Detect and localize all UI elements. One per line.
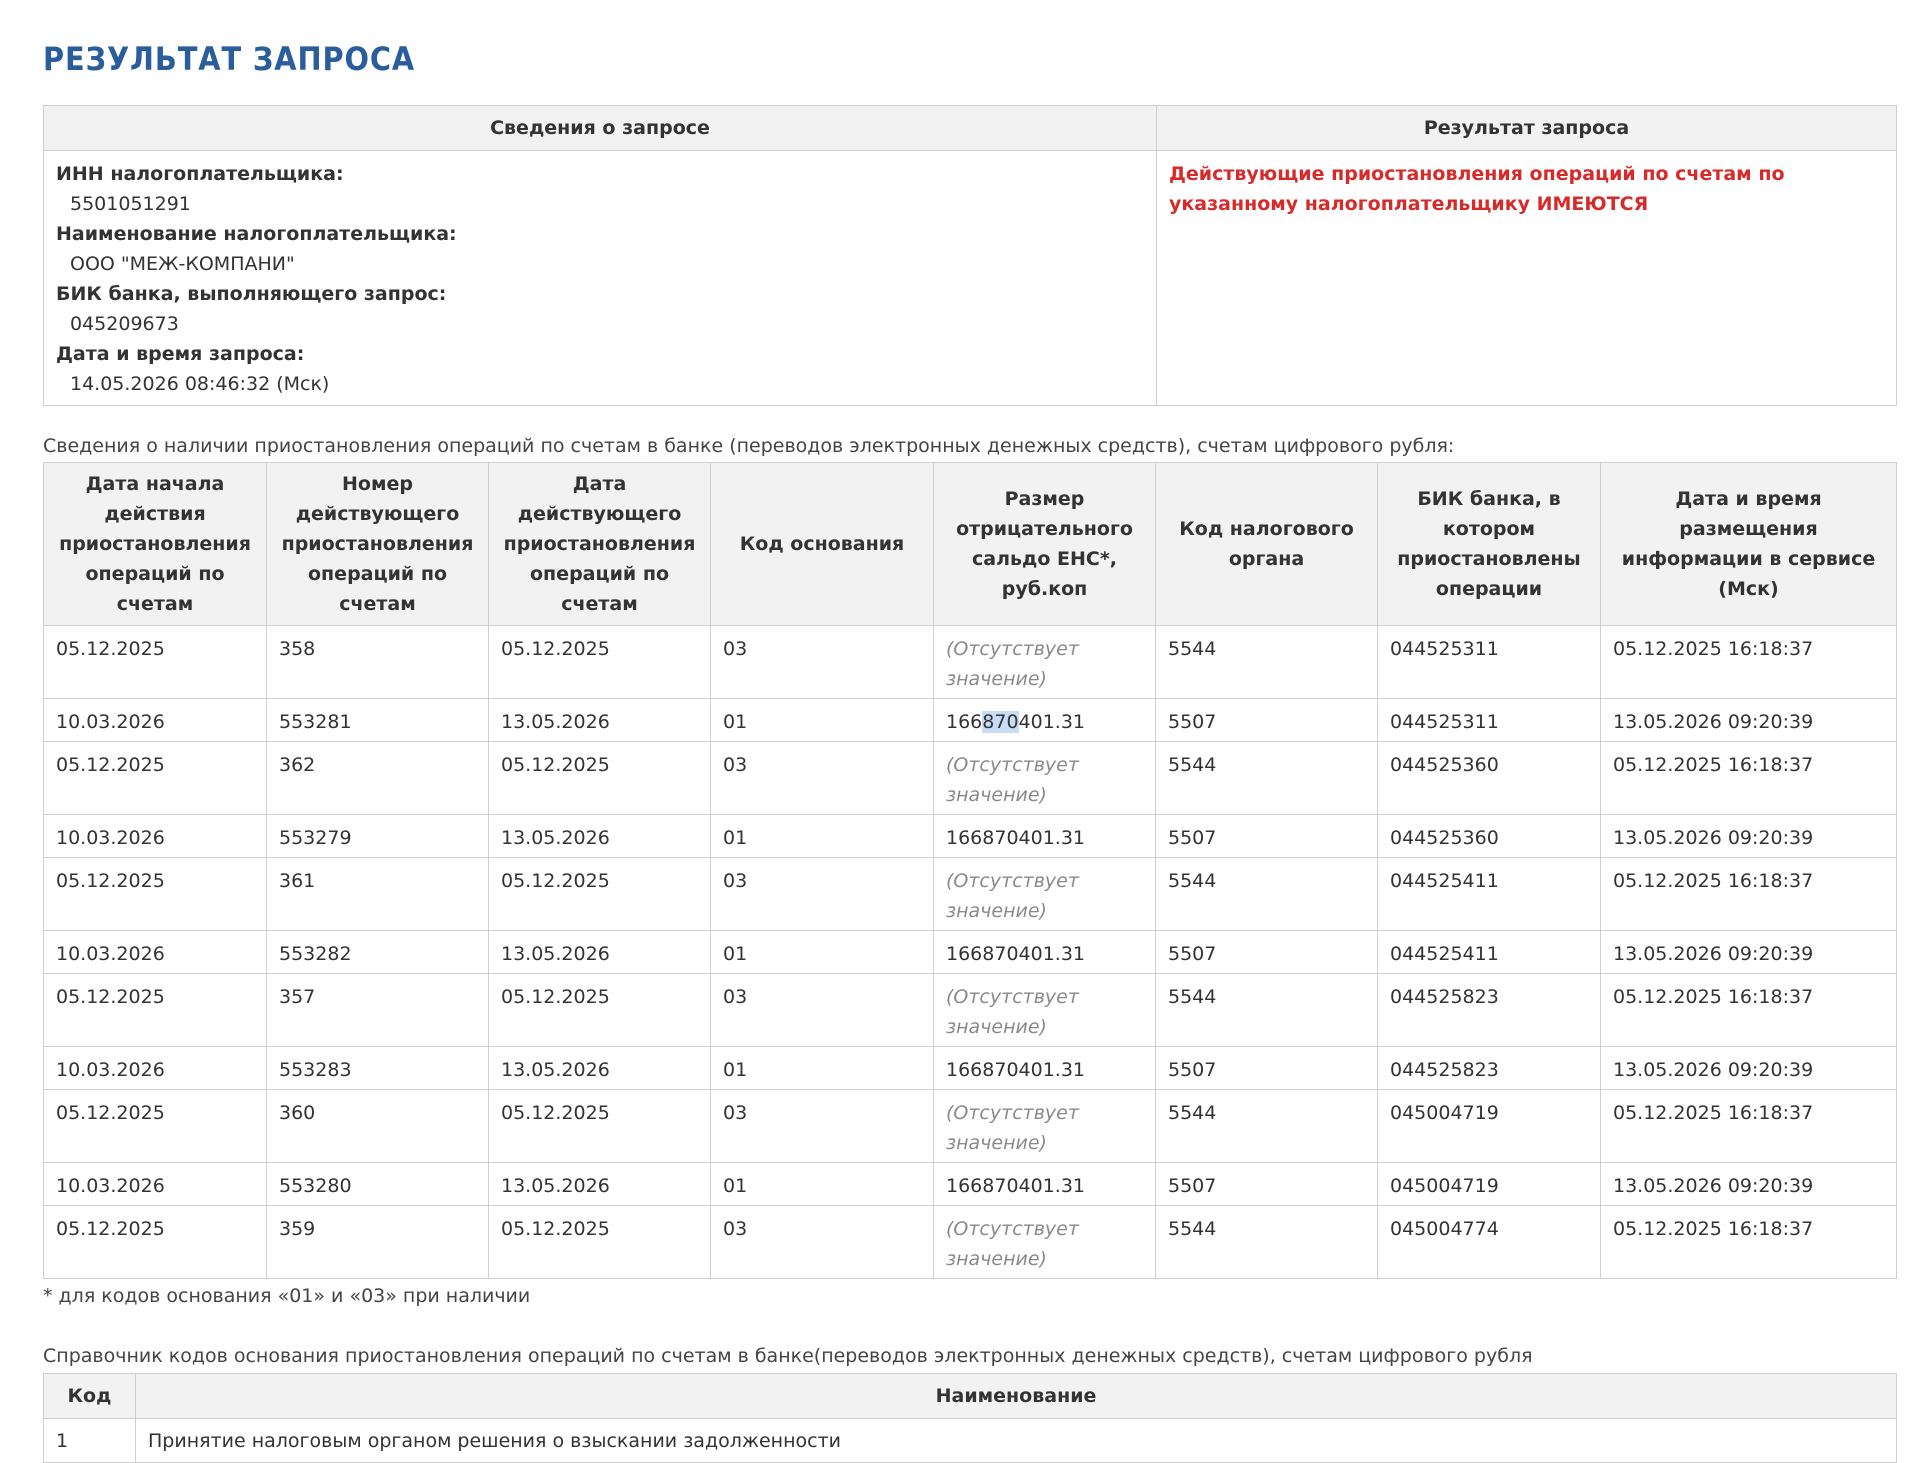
- cell-bank-bik: 045004774: [1378, 1206, 1601, 1279]
- result-alert-text: Действующие приостановления операций по счетам по указанному налогоплательщику ИМЕЮТСЯ: [1169, 163, 1785, 215]
- cell-suspension-number: 357: [267, 974, 489, 1047]
- cell-posted-datetime: 05.12.2025 16:18:37: [1601, 974, 1897, 1047]
- cell-negative-balance: 166870401.31: [934, 1163, 1156, 1206]
- cell-negative-balance: (Отсутствует значение): [934, 626, 1156, 699]
- cell-negative-balance: 166870401.31: [934, 815, 1156, 858]
- header-posted-datetime: Дата и время размещения информации в сервисе (Мск): [1601, 463, 1897, 626]
- cell-suspension-number: 359: [267, 1206, 489, 1279]
- table-row: [44, 699, 1897, 742]
- cell-negative-balance: (Отсутствует значение): [934, 742, 1156, 815]
- table-row: [44, 1163, 1897, 1206]
- table-row: [44, 858, 1897, 931]
- cell-suspension-date: 05.12.2025: [489, 1090, 711, 1163]
- cell-bank-bik: 044525360: [1378, 815, 1601, 858]
- cell-bank-bik: 045004719: [1378, 1163, 1601, 1206]
- cell-start-date: 10.03.2026: [44, 931, 267, 974]
- cell-suspension-date: 13.05.2026: [489, 1163, 711, 1206]
- cell-tax-office-code: 5507: [1156, 931, 1378, 974]
- cell-suspension-number: 360: [267, 1090, 489, 1163]
- codes-table: [43, 1373, 1897, 1463]
- cell-suspension-date: 13.05.2026: [489, 699, 711, 742]
- cell-start-date: 05.12.2025: [44, 626, 267, 699]
- cell-start-date: 10.03.2026: [44, 1047, 267, 1090]
- cell-posted-datetime: 05.12.2025 16:18:37: [1601, 742, 1897, 815]
- cell-basis-code: 03: [711, 1206, 934, 1279]
- cell-basis-code: 01: [711, 931, 934, 974]
- request-result-header: Результат запроса: [1157, 106, 1897, 151]
- cell-negative-balance: (Отсутствует значение): [934, 1090, 1156, 1163]
- cell-tax-office-code: 5507: [1156, 1163, 1378, 1206]
- cell-basis-code: 03: [711, 742, 934, 815]
- request-info-table: [43, 105, 1897, 406]
- cell-suspension-date: 05.12.2025: [489, 742, 711, 815]
- cell-basis-code: 01: [711, 699, 934, 742]
- cell-bank-bik: 044525411: [1378, 858, 1601, 931]
- cell-posted-datetime: 05.12.2025 16:18:37: [1601, 1206, 1897, 1279]
- cell-negative-balance: (Отсутствует значение): [934, 974, 1156, 1047]
- cell-suspension-number: 358: [267, 626, 489, 699]
- cell-start-date: 10.03.2026: [44, 699, 267, 742]
- header-suspension-number: Номер действующего приостановления операций по счетам: [267, 463, 489, 626]
- cell-suspension-date: 13.05.2026: [489, 815, 711, 858]
- cell-suspension-date: 13.05.2026: [489, 931, 711, 974]
- cell-bank-bik: 045004719: [1378, 1090, 1601, 1163]
- cell-basis-code: 03: [711, 1090, 934, 1163]
- table-row: [44, 815, 1897, 858]
- inn-value: 5501051291: [70, 193, 191, 215]
- cell-basis-code: 03: [711, 626, 934, 699]
- codes-caption: Справочник кодов основания приостановления операций по счетам в банке(переводов электронных денежных средств), счетам цифрового рубля: [43, 1345, 1533, 1367]
- footnote: * для кодов основания «01» и «03» при наличии: [43, 1285, 531, 1307]
- cell-tax-office-code: 5507: [1156, 699, 1378, 742]
- request-info-header: Сведения о запросе: [44, 106, 1157, 151]
- taxpayer-name-label: Наименование налогоплательщика:: [56, 223, 457, 245]
- cell-bank-bik: 044525311: [1378, 699, 1601, 742]
- suspensions-header-row: [44, 463, 1897, 626]
- cell-posted-datetime: 13.05.2026 09:20:39: [1601, 931, 1897, 974]
- codes-row: [44, 1419, 1897, 1463]
- cell-tax-office-code: 5544: [1156, 858, 1378, 931]
- cell-posted-datetime: 05.12.2025 16:18:37: [1601, 1090, 1897, 1163]
- cell-basis-code: 01: [711, 1047, 934, 1090]
- suspensions-table: [43, 462, 1897, 1279]
- cell-suspension-number: 553279: [267, 815, 489, 858]
- cell-tax-office-code: 5544: [1156, 626, 1378, 699]
- table-row: [44, 626, 1897, 699]
- table-row: [44, 931, 1897, 974]
- cell-bank-bik: 044525823: [1378, 974, 1601, 1047]
- cell-suspension-date: 05.12.2025: [489, 974, 711, 1047]
- request-datetime-label: Дата и время запроса:: [56, 343, 305, 365]
- cell-tax-office-code: 5544: [1156, 1206, 1378, 1279]
- header-negative-balance: Размер отрицательного сальдо ЕНС*, руб.коп: [934, 463, 1156, 626]
- cell-tax-office-code: 5544: [1156, 974, 1378, 1047]
- cell-posted-datetime: 05.12.2025 16:18:37: [1601, 626, 1897, 699]
- cell-posted-datetime: 13.05.2026 09:20:39: [1601, 699, 1897, 742]
- cell-posted-datetime: 13.05.2026 09:20:39: [1601, 815, 1897, 858]
- cell-suspension-date: 05.12.2025: [489, 626, 711, 699]
- header-basis-code: Код основания: [711, 463, 934, 626]
- cell-suspension-number: 553283: [267, 1047, 489, 1090]
- cell-suspension-date: 05.12.2025: [489, 1206, 711, 1279]
- cell-basis-code: 03: [711, 858, 934, 931]
- cell-suspension-number: 362: [267, 742, 489, 815]
- taxpayer-name-value: ООО "МЕЖ-КОМПАНИ": [70, 253, 295, 275]
- cell-basis-code: 03: [711, 974, 934, 1047]
- cell-start-date: 10.03.2026: [44, 1163, 267, 1206]
- cell-start-date: 05.12.2025: [44, 1090, 267, 1163]
- text-selection-highlight: 870: [982, 711, 1019, 733]
- suspensions-body: [44, 626, 1897, 1279]
- cell-suspension-date: 05.12.2025: [489, 858, 711, 931]
- cell-bank-bik: 044525411: [1378, 931, 1601, 974]
- codes-cell-code: 1: [44, 1419, 136, 1463]
- table-row: [44, 974, 1897, 1047]
- cell-posted-datetime: 13.05.2026 09:20:39: [1601, 1163, 1897, 1206]
- cell-start-date: 05.12.2025: [44, 974, 267, 1047]
- request-result-cell: [1157, 151, 1897, 406]
- cell-tax-office-code: 5544: [1156, 742, 1378, 815]
- bank-bik-value: 045209673: [70, 313, 179, 335]
- codes-header-name: Наименование: [136, 1374, 1897, 1419]
- cell-start-date: 05.12.2025: [44, 1206, 267, 1279]
- codes-header-code: Код: [44, 1374, 136, 1419]
- cell-suspension-number: 553281: [267, 699, 489, 742]
- cell-negative-balance: (Отсутствует значение): [934, 1206, 1156, 1279]
- cell-bank-bik: 044525311: [1378, 626, 1601, 699]
- cell-start-date: 10.03.2026: [44, 815, 267, 858]
- suspensions-caption: Сведения о наличии приостановления операций по счетам в банке (переводов электронных денежных средств), счетам цифрового рубля:: [43, 435, 1455, 457]
- header-start-date: Дата начала действия приостановления операций по счетам: [44, 463, 267, 626]
- cell-bank-bik: 044525360: [1378, 742, 1601, 815]
- request-datetime-value: 14.05.2026 08:46:32 (Мск): [70, 373, 330, 395]
- bank-bik-label: БИК банка, выполняющего запрос:: [56, 283, 447, 305]
- codes-cell-name: Принятие налоговым органом решения о взыскании задолженности: [136, 1419, 1897, 1463]
- cell-basis-code: 01: [711, 815, 934, 858]
- table-row: [44, 1206, 1897, 1279]
- request-info-cell: [44, 151, 1157, 406]
- cell-tax-office-code: 5507: [1156, 815, 1378, 858]
- header-tax-office-code: Код налогового органа: [1156, 463, 1378, 626]
- cell-suspension-number: 361: [267, 858, 489, 931]
- cell-suspension-number: 553280: [267, 1163, 489, 1206]
- cell-tax-office-code: 5544: [1156, 1090, 1378, 1163]
- cell-negative-balance: (Отсутствует значение): [934, 858, 1156, 931]
- table-row: [44, 1090, 1897, 1163]
- cell-negative-balance: 166870401.31: [934, 699, 1156, 742]
- header-suspension-date: Дата действующего приостановления операций по счетам: [489, 463, 711, 626]
- cell-posted-datetime: 13.05.2026 09:20:39: [1601, 1047, 1897, 1090]
- table-row: [44, 1047, 1897, 1090]
- table-row: [44, 742, 1897, 815]
- page-title: РЕЗУЛЬТАТ ЗАПРОСА: [43, 40, 416, 78]
- cell-basis-code: 01: [711, 1163, 934, 1206]
- cell-start-date: 05.12.2025: [44, 742, 267, 815]
- cell-negative-balance: 166870401.31: [934, 1047, 1156, 1090]
- cell-bank-bik: 044525823: [1378, 1047, 1601, 1090]
- cell-suspension-number: 553282: [267, 931, 489, 974]
- cell-start-date: 05.12.2025: [44, 858, 267, 931]
- cell-posted-datetime: 05.12.2025 16:18:37: [1601, 858, 1897, 931]
- cell-negative-balance: 166870401.31: [934, 931, 1156, 974]
- cell-tax-office-code: 5507: [1156, 1047, 1378, 1090]
- header-bank-bik: БИК банка, в котором приостановлены операции: [1378, 463, 1601, 626]
- cell-suspension-date: 13.05.2026: [489, 1047, 711, 1090]
- inn-label: ИНН налогоплательщика:: [56, 163, 344, 185]
